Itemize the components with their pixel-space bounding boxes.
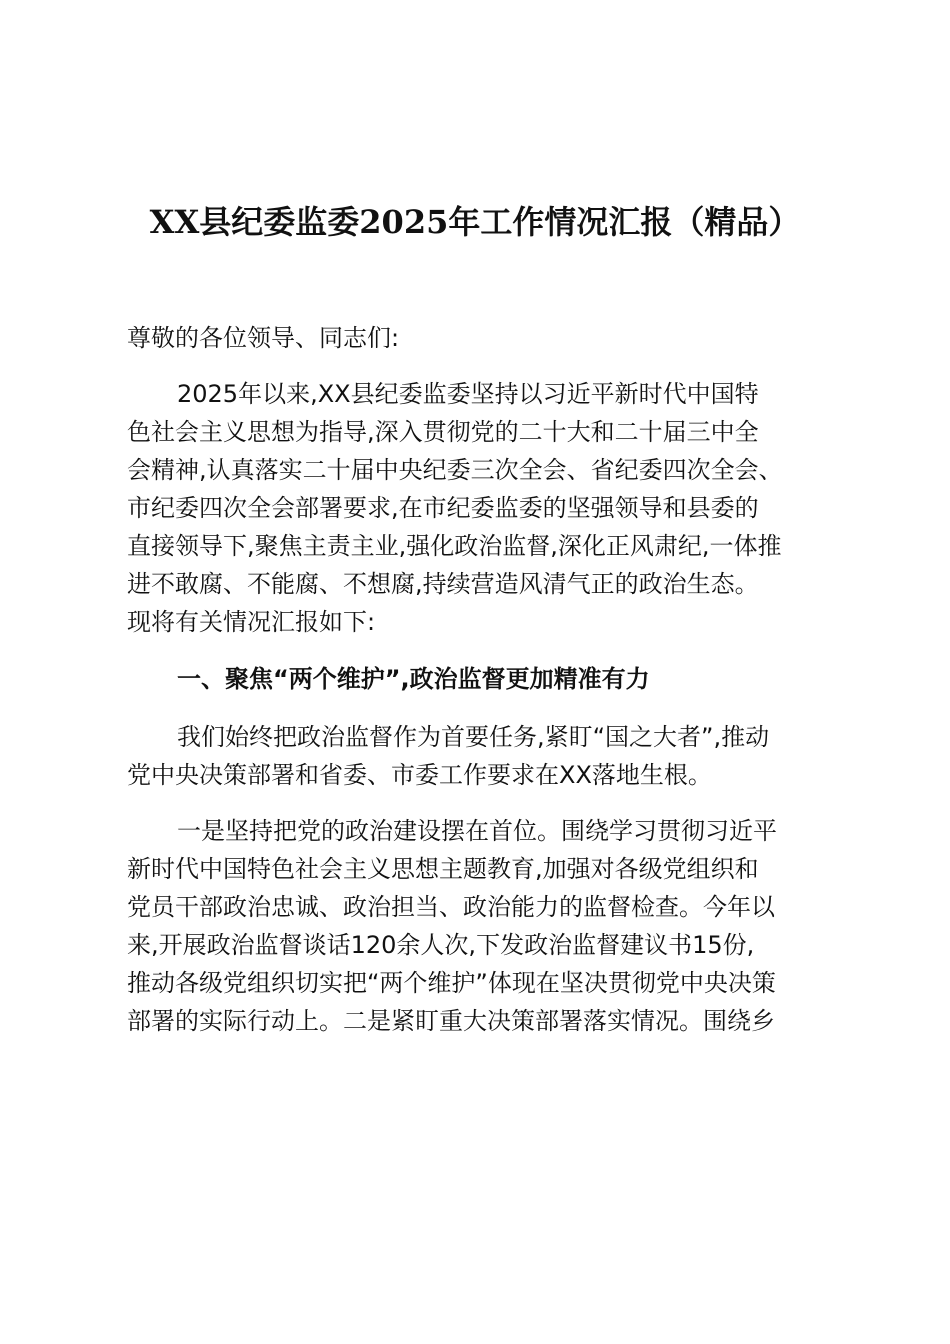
salutation: 尊敬的各位领导、同志们: bbox=[127, 324, 400, 352]
section-1-paragraph-2-line-1: 一是坚持把党的政治建设摆在首位。围绕学习贯彻习近平 bbox=[177, 817, 777, 845]
intro-line-1: 2025年以来,XX县纪委监委坚持以习近平新时代中国特 bbox=[177, 380, 759, 408]
intro-line-3: 会精神,认真落实二十届中央纪委三次全会、省纪委四次全会、 bbox=[127, 456, 783, 484]
section-1-paragraph-2-line-6: 部署的实际行动上。二是紧盯重大决策部署落实情况。围绕乡 bbox=[127, 1007, 775, 1035]
section-1-heading: 一、聚焦“两个维护”,政治监督更加精准有力 bbox=[177, 665, 650, 693]
intro-line-4: 市纪委四次全会部署要求,在市纪委监委的坚强领导和县委的 bbox=[127, 494, 759, 522]
intro-line-5: 直接领导下,聚焦主责主业,强化政治监督,深化正风肃纪,一体推 bbox=[127, 532, 782, 560]
intro-line-7: 现将有关情况汇报如下: bbox=[127, 608, 376, 636]
section-1-paragraph-2-line-2: 新时代中国特色社会主义思想主题教育,加强对各级党组织和 bbox=[127, 855, 759, 883]
section-1-paragraph-2-line-3: 党员干部政治忠诚、政治担当、政治能力的监督检查。今年以 bbox=[127, 893, 775, 921]
section-1-paragraph-2-line-5: 推动各级党组织切实把“两个维护”体现在坚决贯彻党中央决策 bbox=[127, 969, 776, 997]
intro-line-2: 色社会主义思想为指导,深入贯彻党的二十大和二十届三中全 bbox=[127, 418, 759, 446]
intro-line-6: 进不敢腐、不能腐、不想腐,持续营造风清气正的政治生态。 bbox=[127, 570, 759, 598]
section-1-paragraph-2-line-4: 来,开展政治监督谈话120余人次,下发政治监督建议书15份, bbox=[127, 931, 755, 959]
section-1-paragraph-1-line-1: 我们始终把政治监督作为首要任务,紧盯“国之大者”,推动 bbox=[177, 723, 770, 751]
section-1-paragraph-1-line-2: 党中央决策部署和省委、市委工作要求在XX落地生根。 bbox=[127, 761, 712, 789]
document-title: XX县纪委监委2025年工作情况汇报（精品） bbox=[149, 203, 801, 241]
